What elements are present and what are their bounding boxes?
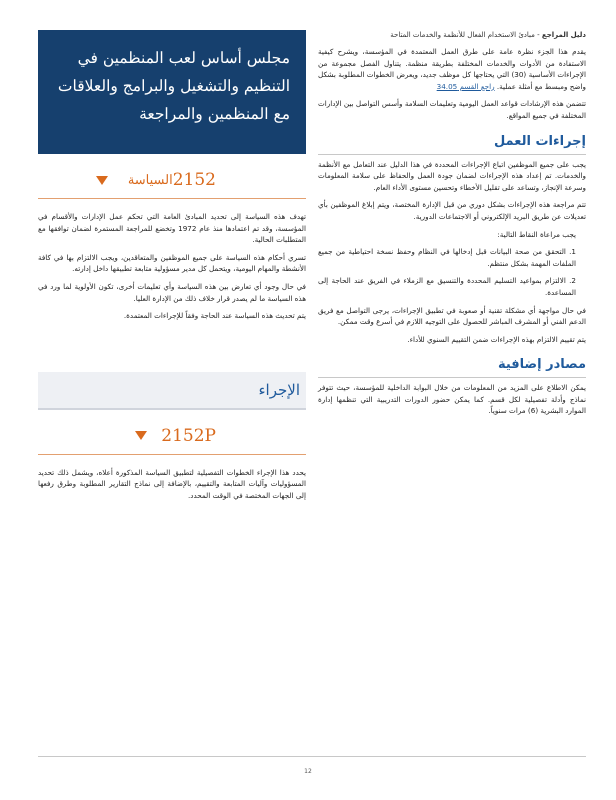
policy-paragraph-2: تسري أحكام هذه السياسة على جميع الموظفين والمتعاقدين، ويجب الالتزام بها في كافة الأنشطة والمهام اليومية، ويتحمل كل مدير مسؤولية متابعة تطبيقها داخل إدارته. bbox=[38, 252, 306, 274]
chapter-label: السياسة bbox=[127, 172, 173, 188]
sidebar-title: مجلس أساس لعب المنظمين في التنظيم والتشغيل والبرامج والعلاقات مع المنظمين والمراجعة bbox=[57, 49, 290, 123]
procedures-item-1: 1. التحقق من صحة البيانات قبل إدخالها في النظام وحفظ نسخة احتياطية من جميع الملفات المهمة بشكل منتظم. bbox=[318, 247, 576, 268]
procedures-paragraph-3: في حال مواجهة أي مشكلة تقنية أو صعوبة في تطبيق الإجراءات، يرجى التواصل مع فريق الدعم الفني أو المشرف المباشر للحصول على التوجيه اللازم في أسرع وقت ممكن. bbox=[318, 305, 586, 327]
procedures-paragraph-4: يتم تقييم الالتزام بهذه الإجراءات ضمن التقييم السنوي للأداء. bbox=[407, 334, 586, 344]
running-head-title: دليل المراجع bbox=[541, 31, 586, 39]
intro-text: يقدم هذا الجزء نظرة عامة على طرق العمل المعتمدة في المؤسسة، ويشرح كيفية الاستفادة من الأدوات والخدمات المختلفة بطريقة منظمة. يتناول الفصل مجموعة من الإجراءات الأساسية (30) التي يحتاجها كل موظف جديد، ويعرض الخطوات المطلوبة بشكل واضح ومبسط مع أمثلة عملية. bbox=[318, 47, 586, 91]
procedures-lead: يجب مراعاة النقاط التالية: bbox=[497, 229, 576, 239]
section-title-resources: مصادر إضافية bbox=[318, 357, 586, 378]
page-number: 12 bbox=[304, 768, 312, 775]
right-column bbox=[318, 30, 586, 423]
chapter-marker-procedure bbox=[38, 426, 306, 446]
procedure-heading: الإجراء bbox=[258, 380, 300, 399]
procedure-heading-box bbox=[38, 372, 306, 410]
sidebar-title-box bbox=[38, 30, 306, 154]
chapter-number: 2152 bbox=[172, 170, 216, 190]
procedures-paragraph-2: تتم مراجعة هذه الإجراءات بشكل دوري من قبل الإدارة المختصة، ويتم إبلاغ الموظفين بأي تعديلات عن طريق البريد الإلكتروني أو الاجتماعات الدورية. bbox=[318, 200, 586, 221]
left-column bbox=[38, 30, 306, 508]
procedure-paragraph-1: يحدد هذا الإجراء الخطوات التفصيلية لتطبيق السياسة المذكورة أعلاه، ويشمل ذلك تحديد المسؤوليات وآليات المتابعة والتقييم، بالإضافة إلى نماذج التقارير المطلوبة وطرق رفعها إلى الجهات المختصة في الوقت المحدد. bbox=[38, 467, 306, 500]
footer-divider bbox=[38, 756, 586, 757]
running-head bbox=[318, 30, 586, 40]
orange-divider bbox=[38, 198, 306, 199]
triangle-down-icon bbox=[135, 431, 147, 440]
policy-paragraph-3: في حال وجود أي تعارض بين هذه السياسة وأي تعليمات أخرى، تكون الأولوية لما ورد في هذه السياسة ما لم يصدر قرار خلاف ذلك من الإدارة العليا. bbox=[38, 281, 306, 303]
policy-paragraph-4: يتم تحديث هذه السياسة عند الحاجة وفقاً للإجراءات المعتمدة. bbox=[123, 311, 306, 321]
resources-paragraph-1: يمكن الاطلاع على المزيد من المعلومات من خلال البوابة الداخلية للمؤسسة، حيث تتوفر نماذج وأدلة تفصيلية لكل قسم. كما يمكن حضور الدورات التدريبية التي تنظمها إدارة الموارد البشرية (6) مرات سنوياً. bbox=[318, 383, 586, 416]
chapter-marker-policy bbox=[38, 170, 306, 190]
procedures-item-2: 2. الالتزام بمواعيد التسليم المحددة والتنسيق مع الزملاء في الفريق عند الحاجة إلى المساعدة. bbox=[318, 276, 576, 297]
procedure-number: 2152P bbox=[161, 425, 216, 446]
running-head-separator: - bbox=[534, 31, 542, 39]
procedures-paragraph-1: يجب على جميع الموظفين اتباع الإجراءات المحددة في هذا الدليل عند التعامل مع الأنظمة والخدمات. تم إعداد هذه الإجراءات لضمان جودة العمل والحفاظ على سلامة المعلومات وسرعة الإنجاز، وتساعد على تقليل الأخطاء وتحسين مستوى الأداء العام. bbox=[318, 159, 586, 192]
intro-link[interactable]: راجع القسم 34.05 bbox=[436, 81, 495, 91]
intro-paragraph-1 bbox=[318, 46, 586, 92]
orange-divider bbox=[38, 454, 306, 455]
intro-paragraph-2: تتضمن هذه الإرشادات قواعد العمل اليومية وتعليمات السلامة وأسس التواصل بين الإدارات المختلفة في جميع المواقع. bbox=[318, 99, 586, 120]
triangle-down-icon bbox=[96, 176, 108, 185]
running-head-text: مبادئ الاستخدام الفعال للأنظمة والخدمات المتاحة bbox=[390, 31, 535, 39]
policy-paragraph-1: تهدف هذه السياسة إلى تحديد المبادئ العامة التي تحكم عمل الإدارات والأقسام في المؤسسة، وقد تم اعتمادها منذ عام 1972 وتخضع للمراجعة المستمرة لضمان توافقها مع المتطلبات الحالية. bbox=[38, 212, 306, 245]
section-title-procedures: إجراءات العمل bbox=[318, 134, 586, 155]
